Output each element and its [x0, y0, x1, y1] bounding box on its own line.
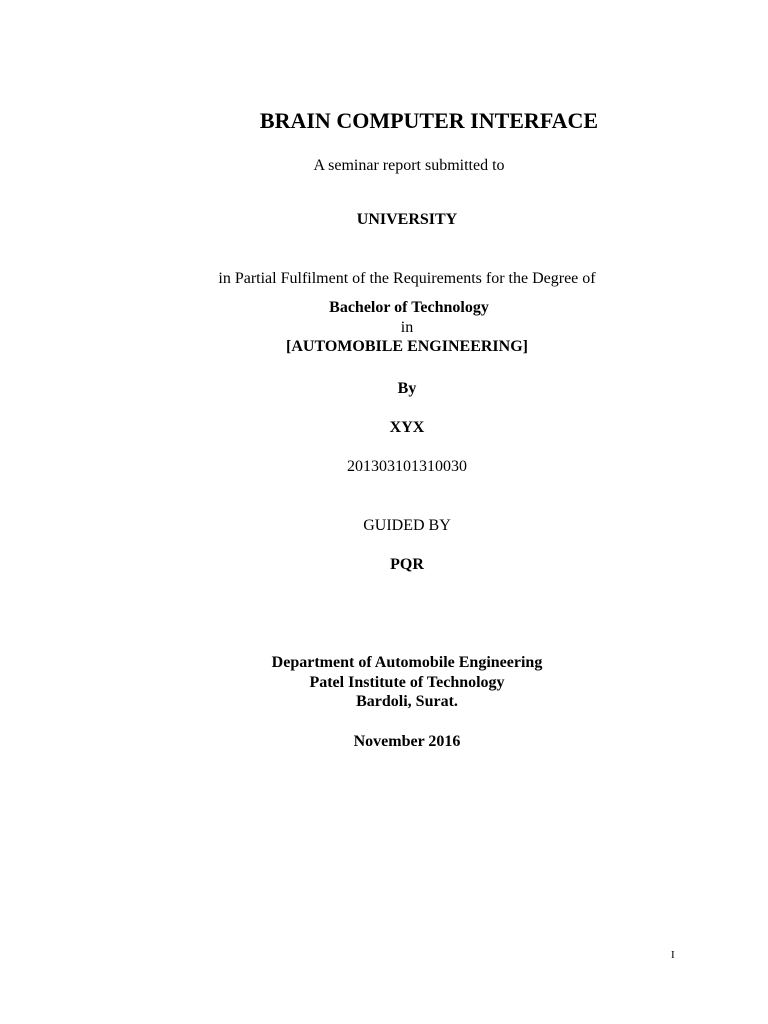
university-name: UNIVERSITY	[356, 211, 458, 228]
student-name: XYX	[389, 419, 425, 436]
report-date: November 2016	[353, 733, 461, 750]
degree-fulfilment-text: in Partial Fulfilment of the Requirements for the Degree of	[218, 270, 596, 287]
by-label: By	[397, 380, 417, 397]
guide-name: PQR	[390, 556, 424, 573]
enrollment-number: 201303101310030	[347, 458, 467, 475]
institute-location: Bardoli, Surat.	[356, 693, 458, 710]
department-name: Department of Automobile Engineering	[271, 654, 543, 671]
in-connector: in	[400, 319, 414, 336]
page-number: I	[671, 949, 675, 961]
guided-by-label: GUIDED BY	[363, 517, 451, 534]
degree-name: Bachelor of Technology	[329, 299, 489, 316]
report-subtitle: A seminar report submitted to	[313, 157, 505, 174]
branch-name: [AUTOMOBILE ENGINEERING]	[286, 338, 528, 355]
report-title: BRAIN COMPUTER INTERFACE	[259, 108, 599, 133]
institute-name: Patel Institute of Technology	[309, 674, 505, 691]
